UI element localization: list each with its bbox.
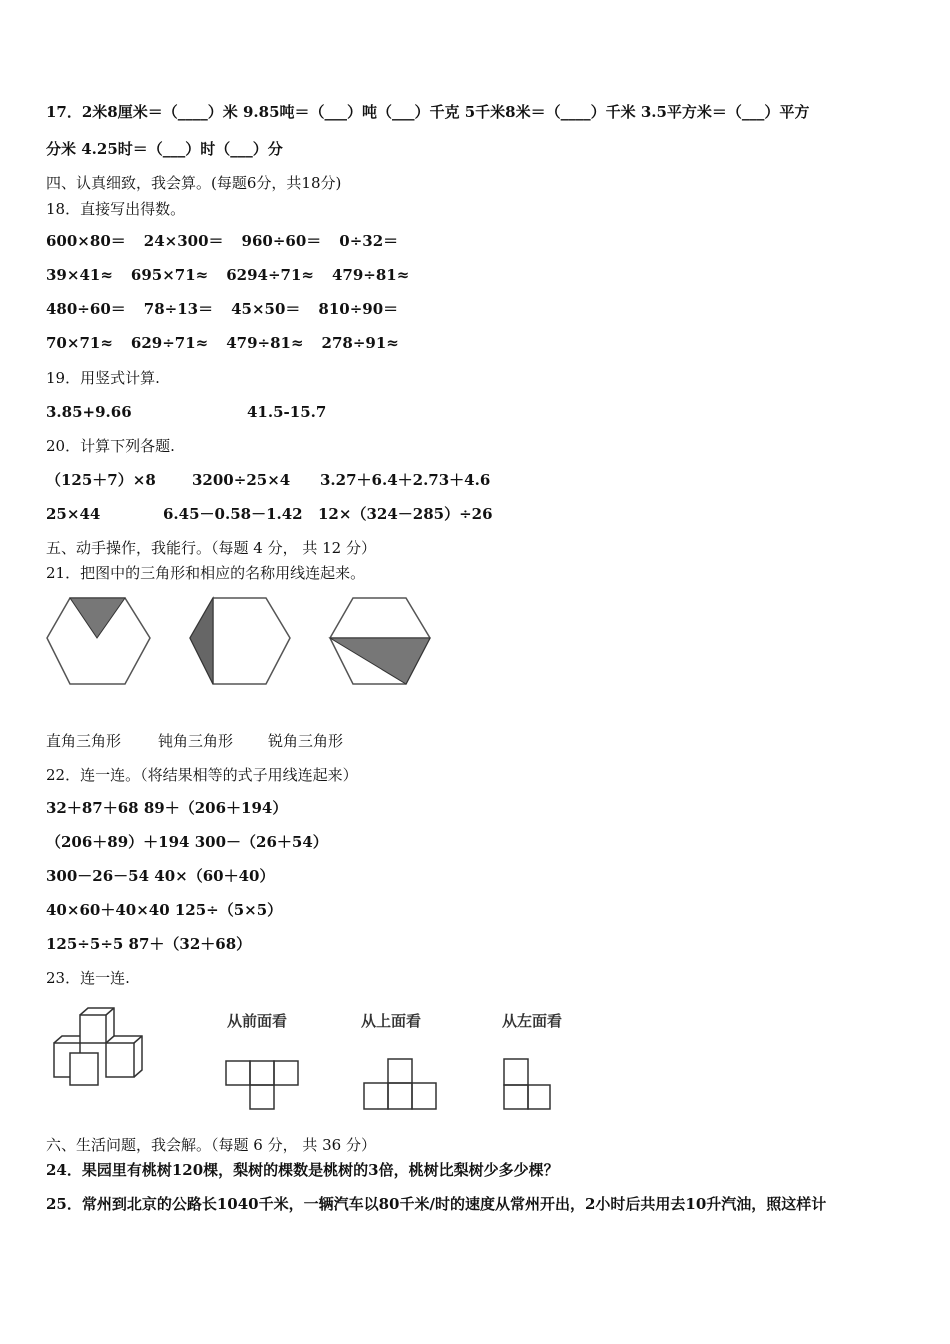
q21-title: 21．把图中的三角形和相应的名称用线连起来。	[46, 564, 366, 582]
q25: 25．常州到北京的公路长1040千米，一辆汽车以80千米/时的速度从常州开出，2小时后共用去10升汽油，照这样计	[46, 1195, 827, 1213]
expr: 24×300＝	[143, 232, 224, 250]
expr: 960÷60＝	[241, 232, 322, 250]
view-label-left: 从左面看	[502, 1012, 563, 1030]
hexagon-obtuse-triangle	[190, 598, 290, 684]
q20-expr: 25×44	[46, 505, 101, 523]
expr: 78÷13＝	[143, 300, 214, 318]
q18-title: 18．直接写出得数。	[46, 200, 186, 218]
expr: 479÷81≈	[331, 266, 410, 284]
view-label-top: 从上面看	[361, 1012, 422, 1030]
left-view-figure	[498, 1055, 558, 1115]
expr: 6294÷71≈	[226, 266, 314, 284]
q18-row	[46, 299, 416, 319]
q22-row: 40×60＋40×40 125÷（5×5）	[46, 901, 283, 919]
expr: 70×71≈	[46, 334, 113, 352]
q20-expr: （125＋7）×8	[46, 471, 156, 489]
q24: 24．果园里有桃树120棵，梨树的棵数是桃树的3倍，桃树比梨树少多少棵？	[46, 1161, 559, 1179]
q17-line2: 分米 4.25时＝（___）时（___）分	[46, 140, 283, 158]
q22-row: 32＋87＋68 89＋（206＋194）	[46, 799, 288, 817]
section5-title: 五、动手操作，我能行。（每题 4 分， 共 12 分）	[46, 539, 376, 557]
hexagon-right-triangle	[47, 598, 150, 684]
expr: 278÷91≈	[321, 334, 399, 352]
expr: 810÷90＝	[318, 300, 399, 318]
hexagon-acute-triangle	[330, 598, 430, 684]
view-label-front: 从前面看	[227, 1012, 288, 1030]
q23-title: 23．连一连.	[46, 969, 130, 987]
q20-expr: 6.45－0.58－1.42	[163, 505, 303, 523]
q19-title: 19．用竖式计算.	[46, 369, 160, 387]
q20-expr: 12×（324－285）÷26	[318, 505, 493, 523]
expr: 0÷32＝	[339, 232, 399, 250]
q17-line1: 17．2米8厘米＝（____）米 9.85吨＝（___）吨（___）千克 5千米8米＝（____）千米 3.5平方米＝（___）平方	[46, 103, 810, 121]
q18-row	[46, 265, 427, 285]
q20-title: 20．计算下列各题.	[46, 437, 175, 455]
top-view-figure	[360, 1055, 442, 1115]
q23-cube-stack-figure	[48, 1005, 158, 1087]
q18-row	[46, 231, 416, 251]
q20-expr: 3.27＋6.4＋2.73＋4.6	[320, 471, 491, 489]
section4-title: 四、认真细致，我会算。(每题6分，共18分)	[46, 174, 342, 192]
q22-row: 300－26－54 40×（60＋40）	[46, 867, 275, 885]
q22-title: 22．连一连。（将结果相等的式子用线连起来）	[46, 766, 358, 784]
q21-name-obtuse: 钝角三角形	[158, 732, 234, 750]
q22-row: 125÷5÷5 87＋（32＋68）	[46, 935, 252, 953]
q21-hexagons-figure	[40, 592, 440, 692]
expr: 45×50＝	[231, 300, 301, 318]
q20-expr: 3200÷25×4	[192, 471, 291, 489]
expr: 39×41≈	[46, 266, 113, 284]
expr: 479÷81≈	[226, 334, 304, 352]
expr: 629÷71≈	[130, 334, 209, 352]
expr: 600×80＝	[46, 232, 126, 250]
front-view-figure	[222, 1055, 302, 1115]
section6-title: 六、生活问题，我会解。（每题 6 分， 共 36 分）	[46, 1136, 376, 1154]
q19-item: 3.85+9.66	[46, 403, 132, 421]
q21-name-acute: 锐角三角形	[268, 732, 344, 750]
expr: 480÷60＝	[46, 300, 126, 318]
q22-row: （206＋89）＋194 300－（26＋54）	[46, 833, 328, 851]
q19-item: 41.5-15.7	[247, 403, 327, 421]
q18-row	[46, 333, 417, 353]
q21-name-right: 直角三角形	[46, 732, 122, 750]
expr: 695×71≈	[130, 266, 209, 284]
